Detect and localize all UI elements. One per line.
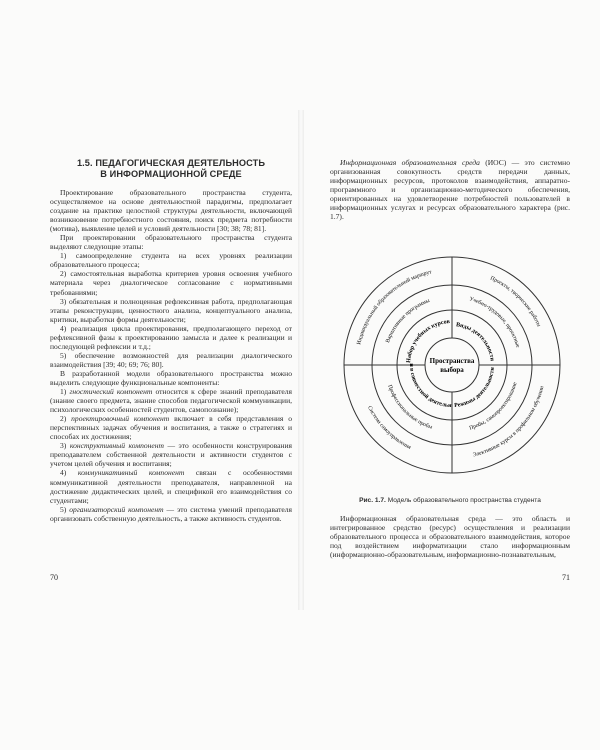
section-heading [50, 158, 292, 180]
middle-ring-label: Вариативные программы [384, 297, 431, 344]
page-number-right: 71 [562, 573, 570, 582]
heading-line-1: 1.5. ПЕДАГОГИЧЕСКАЯ ДЕЯТЕЛЬНОСТЬ [76, 158, 266, 168]
education-space-diagram [340, 238, 564, 492]
inner-ring-label: Виды деятельности [455, 322, 495, 362]
item-text: относится к сфере знаний преподавателя (знание своего предмета, знание способов педагогической коммуникации, психологических особенностей студентов, самопознание); [50, 387, 293, 415]
italic-term: конструктивный компонент [69, 441, 164, 451]
italic-term: гностический компонент [69, 387, 153, 397]
component-item [50, 387, 292, 414]
inner-ring-label: Режимы деятельности [453, 366, 496, 409]
italic-term: проектировочный компонент [71, 414, 170, 424]
middle-ring-label: Учебно-трудовые, проектные [468, 296, 521, 349]
right-page-lower [330, 514, 570, 559]
item-text: связан с особенностями коммуникативной деятельности преподавателя, направленной на достижение дидактических целей, и спецификой его взаимодействия со студентами; [50, 468, 293, 505]
book-gutter [298, 110, 304, 610]
component-item [50, 468, 292, 504]
paragraph-text: (ИОС) — это системно организованная совокупность средств передачи данных, информационных ресурсов, протоколов взаимодействия, аппаратно-программного и организационно-методического обеспечения, ориентированных на удовлетворение потребностей пользователей в информационных услугах и ресурсах образовательного характера (рис. 1.7). [330, 158, 570, 222]
middle-ring-label: Пробы, самопроектирование [468, 381, 519, 432]
component-item [50, 505, 292, 523]
left-page [50, 158, 292, 523]
caption-text: Модель образовательного пространства студента [387, 497, 541, 504]
paragraph [330, 158, 570, 221]
figure-caption [340, 497, 560, 504]
caption-label: Рис. 1.7. [359, 497, 386, 504]
outer-ring-label: Элективные курсы в профильном обучении [472, 385, 546, 459]
italic-term: организаторский компонент [69, 504, 164, 514]
item-number: 3) [60, 441, 67, 451]
item-text: включает в себя представления о перспективных задачах обучения и воспитания, а также о стратегиях и способах их достижения; [50, 414, 293, 442]
item-number: 1) [60, 387, 67, 397]
component-item [50, 441, 292, 468]
item-text: — это особенности конструирования преподавателем собственной деятельности и активности студентов с учетом целей обучения и воспитания; [50, 441, 292, 469]
paragraph: В разработанной модели образовательного пространства можно выделить следующие функциональные компоненты: [50, 368, 292, 387]
paragraph: Проектирование образовательного пространства студента, осуществляемое на основе деятельностной парадигмы, предполагает создание на практике целостной структуры деятельности, включающей возникновение потребностного состояния, поиск предмета потребности (мотива), выявление целей и условий деятельности [30; 38; 78; 81]. [50, 188, 292, 234]
heading-line-2: В ИНФОРМАЦИОННОЙ СРЕДЕ [100, 169, 242, 179]
center-circle [425, 338, 479, 392]
item-text: — это система умений преподавателя организовать собственную деятельность, а также активность студентов. [50, 504, 293, 523]
list-item: 5) обеспечение возможностей для реализации диалогического взаимодействия [39; 40; 69; 76; 80]. [50, 350, 292, 369]
item-number: 4) [60, 468, 67, 478]
outer-ring-label: Проекты, творческие работы [489, 275, 542, 328]
right-page [330, 158, 570, 221]
list-item: 4) реализация цикла проектирования, предполагающего переход от рефлексивной фазы к проектированию замысла и далее к реализации и последующей рефлексии и т.д.; [50, 323, 292, 351]
inner-ring-label: и в совместной деятельн [407, 363, 452, 410]
center-label-2: выбора [440, 366, 464, 374]
list-item: 2) самостоятельная выработка критериев уровня освоения учебного материала через диалогическое согласование с нормативными требованиями; [50, 269, 292, 297]
inner-ring-label: Набор учебных курсов [406, 319, 451, 364]
page-number-left: 70 [50, 573, 58, 582]
list-item: 3) обязательная и полноценная рефлексивная работа, предполагающая этапы реконструкции, ценностного анализа, концептуального анализа, критики, выработки формы деятельности; [50, 296, 292, 324]
middle-ring-label: Профессиональные пробы [386, 384, 433, 431]
italic-term: коммуникативный компонент [77, 468, 185, 478]
outer-ring-label: Индивидуальный образовательный маршрут [356, 269, 433, 346]
center-label-1: Пространства [429, 357, 475, 365]
item-number: 5) [60, 504, 67, 514]
paragraph: При проектировании образовательного пространства студента выделяют следующие этапы: [50, 233, 292, 252]
item-number: 2) [60, 414, 67, 424]
paragraph: Информационная образовательная среда — это область и интегрированное средство (ресурс) осуществления и реализации образовательного процесса и образовательного взаимодействия, которое под воздействием информатизации стало информационным (информационно-образовательным, информационно-познавательным, [330, 514, 570, 560]
italic-term: Информационная образовательная среда [340, 158, 480, 167]
list-item: 1) самоопределение студента на всех уровнях реализации образовательного процесса; [50, 251, 292, 270]
component-item [50, 414, 292, 441]
outer-ring-label: Система самоуправления [366, 405, 412, 451]
